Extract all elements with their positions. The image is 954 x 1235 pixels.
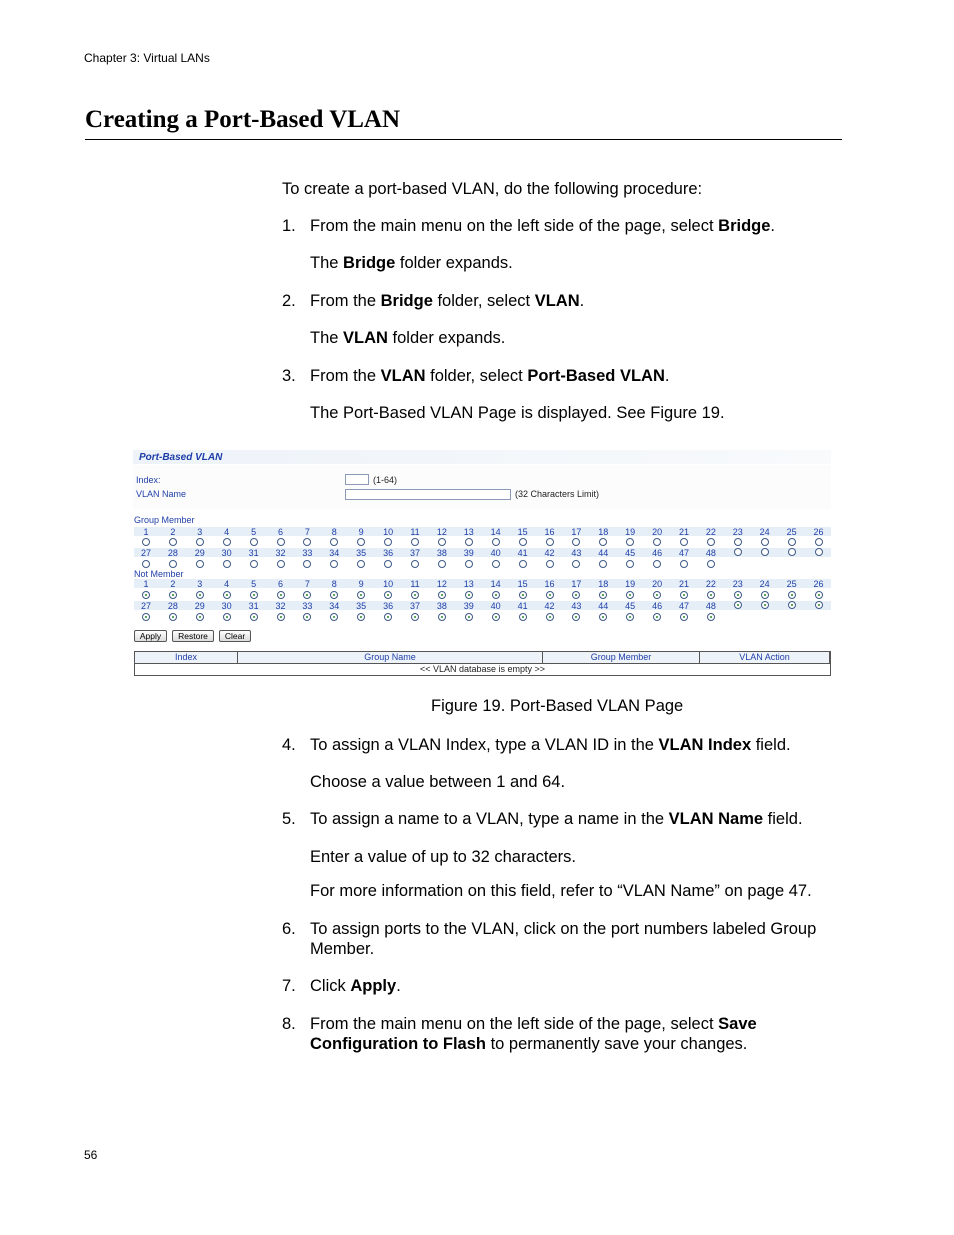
not-member-row-1-band [134, 579, 831, 588]
not-member-port-radio[interactable] [572, 591, 580, 599]
not-member-port-label: 2 [170, 579, 176, 589]
intro-text: To create a port-based VLAN, do the following procedure: [282, 180, 703, 198]
not-member-port-radio[interactable] [546, 591, 554, 599]
step-1-number: 1. [282, 217, 296, 235]
group-member-port-radio[interactable] [250, 538, 258, 546]
group-member-port-radio[interactable] [761, 548, 769, 556]
not-member-port-radio[interactable] [142, 613, 150, 621]
figure-title: Port-Based VLAN [139, 452, 223, 463]
not-member-port-radio[interactable] [572, 613, 580, 621]
apply-button[interactable]: Apply [134, 630, 167, 642]
not-member-port-radio[interactable] [250, 591, 258, 599]
page-title: Creating a Port-Based VLAN [85, 106, 401, 133]
col-group-name-header: Group Name [238, 652, 543, 663]
group-member-port-label: 5 [251, 527, 257, 537]
group-member-port-radio[interactable] [142, 538, 150, 546]
step-5-number: 5. [282, 810, 296, 828]
step-4-result: Choose a value between 1 and 64. [310, 773, 566, 791]
group-member-port-radio[interactable] [788, 538, 796, 546]
group-member-port-label: 26 [813, 527, 824, 537]
group-member-port-label: 48 [705, 548, 716, 558]
group-member-port-radio[interactable] [357, 560, 365, 568]
group-member-port-radio[interactable] [411, 538, 419, 546]
not-member-port-label: 19 [625, 579, 636, 589]
group-member-port-radio[interactable] [572, 560, 580, 568]
not-member-port-radio[interactable] [250, 613, 258, 621]
group-member-port-radio[interactable] [680, 560, 688, 568]
page-number: 56 [84, 1148, 98, 1162]
index-input[interactable] [345, 474, 369, 485]
group-member-port-radio[interactable] [546, 538, 554, 546]
step-5-text: To assign a name to a VLAN, type a name in the VLAN Name field. [310, 810, 803, 828]
not-member-port-label: 15 [517, 579, 528, 589]
group-member-port-radio[interactable] [438, 560, 446, 568]
not-member-port-label: 10 [383, 579, 394, 589]
group-member-port-label: 20 [652, 527, 663, 537]
not-member-port-label: 16 [544, 579, 555, 589]
col-vlan-action-header: VLAN Action [700, 652, 830, 663]
group-member-port-radio[interactable] [815, 548, 823, 556]
group-member-port-radio[interactable] [250, 560, 258, 568]
not-member-port-label: 7 [304, 579, 310, 589]
not-member-port-radio[interactable] [519, 613, 527, 621]
not-member-port-radio[interactable] [384, 591, 392, 599]
not-member-port-radio[interactable] [546, 613, 554, 621]
not-member-port-label: 20 [652, 579, 663, 589]
group-member-port-radio[interactable] [572, 538, 580, 546]
step-8-number: 8. [282, 1015, 296, 1033]
not-member-port-label: 12 [436, 579, 447, 589]
not-member-port-label: 26 [813, 579, 824, 589]
vlan-name-label: VLAN Name [136, 489, 187, 499]
not-member-port-label: 27 [140, 601, 151, 611]
group-member-port-radio[interactable] [734, 538, 742, 546]
step-7-number: 7. [282, 977, 296, 995]
not-member-port-radio[interactable] [653, 613, 661, 621]
not-member-port-radio[interactable] [626, 613, 634, 621]
not-member-port-label: 1 [143, 579, 149, 589]
step-2-text: From the Bridge folder, select VLAN. [310, 292, 585, 310]
not-member-port-radio[interactable] [707, 591, 715, 599]
not-member-port-radio[interactable] [465, 613, 473, 621]
not-member-port-label: 5 [251, 579, 257, 589]
not-member-port-radio[interactable] [788, 601, 796, 609]
not-member-port-label: 28 [167, 601, 178, 611]
group-member-port-radio[interactable] [223, 538, 231, 546]
group-member-port-label: 1 [143, 527, 149, 537]
group-member-port-label: 37 [409, 548, 420, 558]
group-member-port-label: 3 [197, 527, 203, 537]
group-member-port-label: 8 [331, 527, 337, 537]
group-member-port-label: 39 [463, 548, 474, 558]
not-member-port-radio[interactable] [492, 613, 500, 621]
group-member-row-2-band [134, 548, 831, 557]
not-member-port-radio[interactable] [519, 591, 527, 599]
not-member-port-radio[interactable] [492, 591, 500, 599]
not-member-port-label: 6 [277, 579, 283, 589]
step-5-result: Enter a value of up to 32 characters. [310, 848, 576, 866]
group-member-port-label: 45 [625, 548, 636, 558]
vlan-table [134, 651, 831, 676]
not-member-port-radio[interactable] [438, 591, 446, 599]
figure-caption: Figure 19. Port-Based VLAN Page [431, 697, 684, 715]
not-member-port-label: 34 [329, 601, 340, 611]
not-member-port-radio[interactable] [761, 601, 769, 609]
group-member-port-radio[interactable] [303, 560, 311, 568]
vlan-form-panel [133, 465, 831, 509]
group-member-port-label: 40 [490, 548, 501, 558]
group-member-port-label: 2 [170, 527, 176, 537]
group-member-port-label: 38 [436, 548, 447, 558]
group-member-port-radio[interactable] [788, 548, 796, 556]
not-member-port-label: 44 [598, 601, 609, 611]
group-member-port-label: 11 [410, 527, 420, 537]
vlan-name-hint: (32 Characters Limit) [515, 489, 600, 499]
group-member-port-radio[interactable] [626, 560, 634, 568]
not-member-port-label: 35 [356, 601, 367, 611]
group-member-port-label: 22 [705, 527, 716, 537]
col-index-header: Index [135, 652, 238, 663]
index-hint: (1-64) [373, 475, 398, 485]
not-member-port-label: 14 [490, 579, 501, 589]
group-member-port-label: 17 [571, 527, 582, 537]
not-member-port-radio[interactable] [707, 613, 715, 621]
not-member-port-label: 48 [705, 601, 716, 611]
group-member-port-radio[interactable] [492, 538, 500, 546]
group-member-port-radio[interactable] [761, 538, 769, 546]
group-member-port-label: 31 [248, 548, 259, 558]
not-member-port-label: 37 [409, 601, 420, 611]
group-member-port-radio[interactable] [815, 538, 823, 546]
group-member-port-radio[interactable] [142, 560, 150, 568]
group-member-port-radio[interactable] [734, 548, 742, 556]
group-member-port-radio[interactable] [626, 538, 634, 546]
not-member-port-label: 24 [759, 579, 770, 589]
not-member-port-radio[interactable] [815, 601, 823, 609]
group-member-port-label: 12 [436, 527, 447, 537]
not-member-port-radio[interactable] [223, 613, 231, 621]
not-member-port-radio[interactable] [277, 591, 285, 599]
not-member-port-radio[interactable] [303, 613, 311, 621]
index-label: Index: [136, 475, 161, 485]
group-member-port-radio[interactable] [599, 538, 607, 546]
not-member-port-radio[interactable] [599, 613, 607, 621]
not-member-port-radio[interactable] [196, 613, 204, 621]
group-member-port-label: 47 [678, 548, 689, 558]
figure-title-bar [133, 450, 831, 464]
group-member-port-label: 14 [490, 527, 501, 537]
not-member-port-radio[interactable] [196, 591, 204, 599]
group-member-port-radio[interactable] [599, 560, 607, 568]
not-member-port-radio[interactable] [438, 613, 446, 621]
group-member-port-radio[interactable] [330, 538, 338, 546]
step-2-result: The VLAN folder expands. [310, 329, 506, 347]
not-member-port-label: 8 [331, 579, 337, 589]
group-member-port-radio[interactable] [277, 538, 285, 546]
not-member-port-label: 30 [221, 601, 232, 611]
group-member-port-label: 7 [304, 527, 310, 537]
group-member-port-radio[interactable] [384, 538, 392, 546]
step-8-text: From the main menu on the left side of the page, select Save Configuration to Flash to permanently save your changes. [310, 1015, 757, 1053]
group-member-port-label: 9 [358, 527, 364, 537]
clear-button[interactable]: Clear [219, 630, 251, 642]
not-member-port-label: 40 [490, 601, 501, 611]
not-member-port-radio[interactable] [653, 591, 661, 599]
not-member-port-radio[interactable] [357, 591, 365, 599]
group-member-label: Group Member [134, 515, 195, 525]
not-member-port-label: 25 [786, 579, 797, 589]
not-member-port-radio[interactable] [169, 613, 177, 621]
group-member-port-label: 41 [517, 548, 528, 558]
not-member-port-label: 32 [275, 601, 286, 611]
not-member-label: Not Member [134, 569, 184, 579]
not-member-port-label: 41 [517, 601, 528, 611]
not-member-port-label: 31 [248, 601, 259, 611]
not-member-port-label: 17 [571, 579, 582, 589]
group-member-port-label: 23 [732, 527, 743, 537]
group-member-port-label: 29 [194, 548, 205, 558]
not-member-port-label: 3 [197, 579, 203, 589]
group-member-port-label: 30 [221, 548, 232, 558]
not-member-port-label: 22 [705, 579, 716, 589]
not-member-port-radio[interactable] [223, 591, 231, 599]
step-6-text: To assign ports to the VLAN, click on the port numbers labeled Group Member. [310, 920, 817, 958]
not-member-port-label: 47 [678, 601, 689, 611]
not-member-port-radio[interactable] [734, 591, 742, 599]
group-member-port-radio[interactable] [519, 538, 527, 546]
not-member-port-radio[interactable] [169, 591, 177, 599]
group-member-port-label: 46 [652, 548, 663, 558]
group-member-port-radio[interactable] [707, 560, 715, 568]
not-member-port-label: 38 [436, 601, 447, 611]
not-member-port-radio[interactable] [303, 591, 311, 599]
not-member-port-radio[interactable] [734, 601, 742, 609]
group-member-port-label: 18 [598, 527, 609, 537]
group-member-port-radio[interactable] [411, 560, 419, 568]
not-member-port-label: 46 [652, 601, 663, 611]
step-1-result: The Bridge folder expands. [310, 254, 513, 272]
step-2-number: 2. [282, 292, 296, 310]
group-member-port-label: 25 [786, 527, 797, 537]
not-member-port-label: 43 [571, 601, 582, 611]
group-member-row-1-band [134, 527, 831, 536]
group-member-port-radio[interactable] [707, 538, 715, 546]
group-member-port-label: 24 [759, 527, 770, 537]
group-member-port-radio[interactable] [196, 560, 204, 568]
group-member-port-radio[interactable] [438, 538, 446, 546]
group-member-port-radio[interactable] [492, 560, 500, 568]
not-member-port-radio[interactable] [465, 591, 473, 599]
empty-table-message: << VLAN database is empty >> [419, 664, 546, 674]
not-member-port-label: 4 [224, 579, 230, 589]
group-member-port-radio[interactable] [169, 538, 177, 546]
col-group-member-header: Group Member [543, 652, 700, 663]
group-member-port-label: 43 [571, 548, 582, 558]
group-member-port-label: 27 [140, 548, 151, 558]
not-member-port-radio[interactable] [411, 613, 419, 621]
port-based-vlan-screenshot [131, 449, 833, 679]
group-member-port-radio[interactable] [330, 560, 338, 568]
step-4-text: To assign a VLAN Index, type a VLAN ID in the VLAN Index field. [310, 736, 791, 754]
step-6-number: 6. [282, 920, 296, 938]
not-member-port-label: 9 [358, 579, 364, 589]
not-member-port-label: 29 [194, 601, 205, 611]
not-member-port-radio[interactable] [788, 591, 796, 599]
not-member-port-radio[interactable] [815, 591, 823, 599]
group-member-port-radio[interactable] [653, 538, 661, 546]
not-member-port-radio[interactable] [330, 591, 338, 599]
group-member-port-radio[interactable] [653, 560, 661, 568]
vlan-name-input[interactable] [345, 489, 511, 500]
not-member-port-radio[interactable] [680, 591, 688, 599]
group-member-port-label: 36 [383, 548, 394, 558]
step-4-number: 4. [282, 736, 296, 754]
not-member-port-label: 36 [383, 601, 394, 611]
chapter-header: Chapter 3: Virtual LANs [84, 51, 210, 65]
group-member-port-label: 33 [302, 548, 313, 558]
group-member-port-radio[interactable] [680, 538, 688, 546]
not-member-port-radio[interactable] [761, 591, 769, 599]
not-member-port-label: 13 [463, 579, 474, 589]
not-member-port-radio[interactable] [626, 591, 634, 599]
step-3-text: From the VLAN folder, select Port-Based VLAN. [310, 367, 670, 385]
restore-button[interactable]: Restore [172, 630, 214, 642]
group-member-port-label: 4 [224, 527, 230, 537]
not-member-port-label: 18 [598, 579, 609, 589]
group-member-port-radio[interactable] [223, 560, 231, 568]
group-member-port-label: 35 [356, 548, 367, 558]
not-member-port-radio[interactable] [142, 591, 150, 599]
not-member-port-label: 45 [625, 601, 636, 611]
not-member-row-2-band [134, 601, 831, 610]
not-member-port-label: 23 [732, 579, 743, 589]
not-member-port-radio[interactable] [277, 613, 285, 621]
group-member-port-radio[interactable] [169, 560, 177, 568]
title-underline [85, 139, 842, 140]
not-member-port-radio[interactable] [357, 613, 365, 621]
not-member-port-radio[interactable] [680, 613, 688, 621]
group-member-port-radio[interactable] [277, 560, 285, 568]
not-member-port-label: 11 [410, 579, 420, 589]
not-member-port-radio[interactable] [384, 613, 392, 621]
group-member-port-label: 10 [383, 527, 394, 537]
step-5-reference: For more information on this field, refer to “VLAN Name” on page 47. [310, 882, 812, 900]
group-member-port-label: 6 [277, 527, 283, 537]
not-member-port-label: 39 [463, 601, 474, 611]
group-member-port-label: 21 [678, 527, 689, 537]
not-member-port-label: 33 [302, 601, 313, 611]
step-3-result: The Port-Based VLAN Page is displayed. See Figure 19. [310, 404, 725, 422]
group-member-port-radio[interactable] [465, 560, 473, 568]
group-member-port-radio[interactable] [303, 538, 311, 546]
step-7-text: Click Apply. [310, 977, 401, 995]
group-member-port-label: 13 [463, 527, 474, 537]
not-member-port-radio[interactable] [599, 591, 607, 599]
step-1-text: From the main menu on the left side of the page, select Bridge. [310, 217, 776, 235]
not-member-port-radio[interactable] [330, 613, 338, 621]
group-member-port-radio[interactable] [357, 538, 365, 546]
group-member-port-radio[interactable] [465, 538, 473, 546]
group-member-port-label: 44 [598, 548, 609, 558]
group-member-port-label: 42 [544, 548, 555, 558]
group-member-port-radio[interactable] [519, 560, 527, 568]
group-member-port-label: 28 [167, 548, 178, 558]
group-member-port-label: 15 [517, 527, 528, 537]
group-member-port-label: 34 [329, 548, 340, 558]
not-member-port-label: 21 [678, 579, 689, 589]
group-member-port-radio[interactable] [196, 538, 204, 546]
group-member-port-radio[interactable] [546, 560, 554, 568]
group-member-port-radio[interactable] [384, 560, 392, 568]
group-member-port-label: 19 [625, 527, 636, 537]
not-member-port-label: 42 [544, 601, 555, 611]
group-member-port-label: 16 [544, 527, 555, 537]
step-3-number: 3. [282, 367, 296, 385]
not-member-port-radio[interactable] [411, 591, 419, 599]
group-member-port-label: 32 [275, 548, 286, 558]
